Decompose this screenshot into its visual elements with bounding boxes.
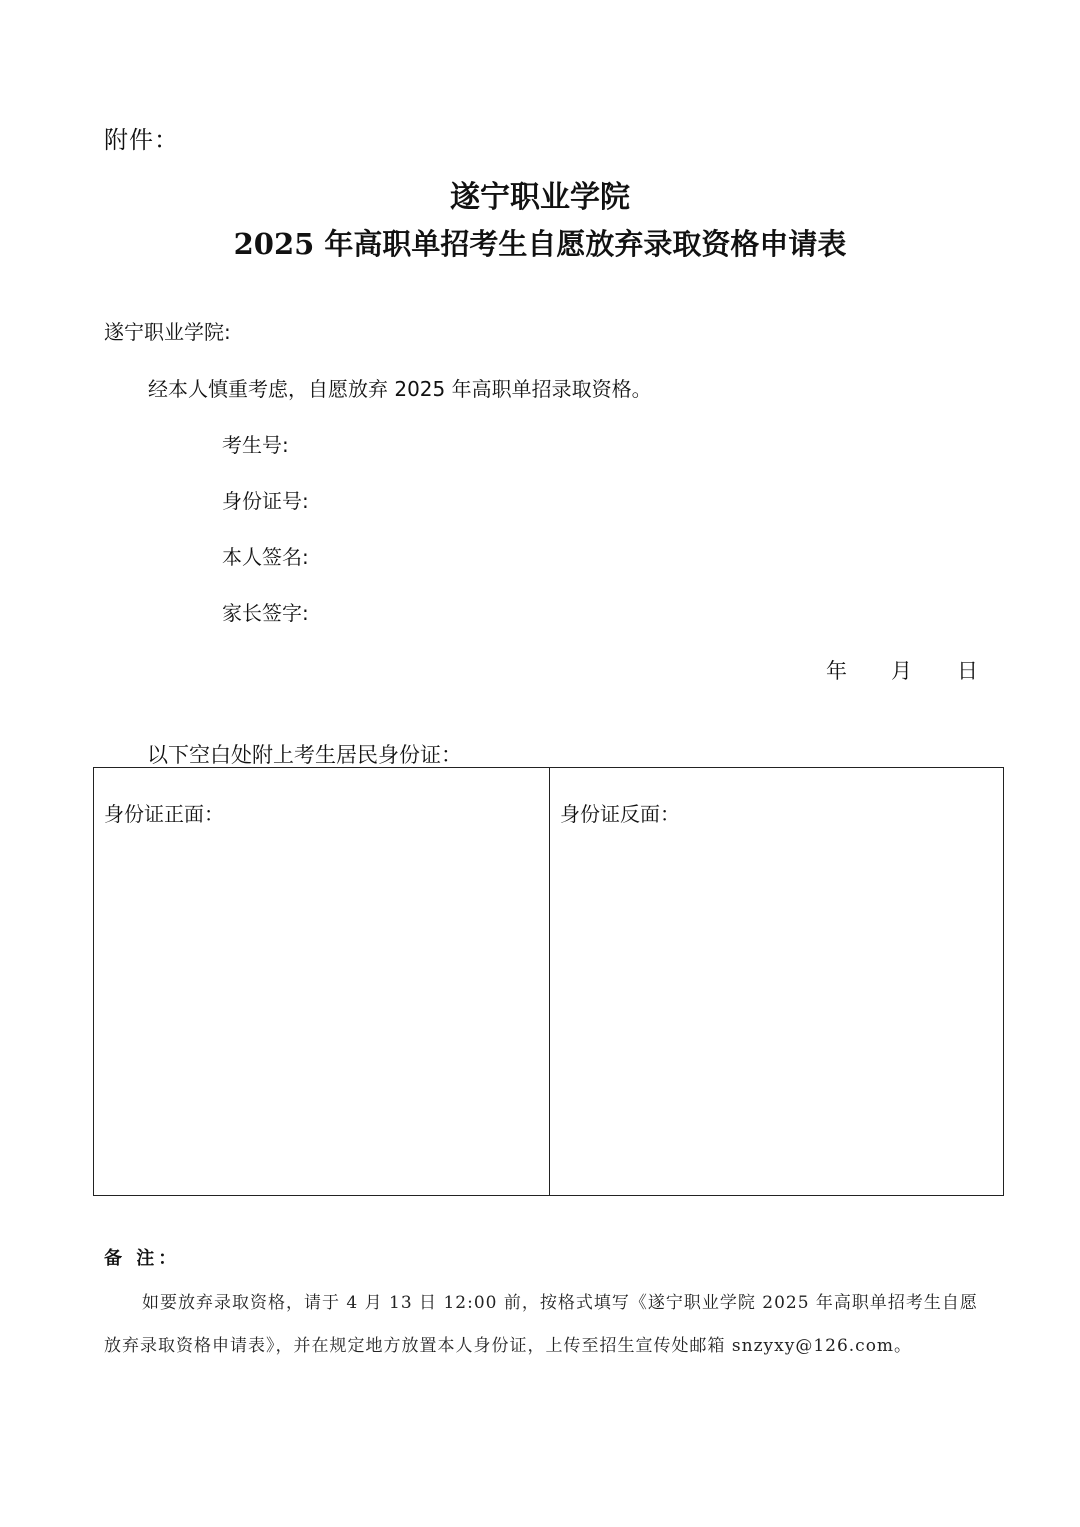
document-title-institution: 遂宁职业学院	[450, 180, 630, 215]
date-month-label: 月	[891, 659, 912, 683]
document-title-form: 2025 年高职单招考生自愿放弃录取资格申请表	[233, 227, 847, 261]
date-year-label: 年	[826, 659, 847, 683]
id-card-divider	[549, 768, 550, 1195]
id-card-front-label: 身份证正面：	[104, 802, 224, 826]
remarks-label: 备 注：	[104, 1248, 181, 1269]
remarks-text: 如要放弃录取资格，请于 4 月 13 日 12:00 前，按格式填写《遂宁职业学院 2025 年高职单招考生自愿放弃录取资格申请表》，并在规定地方放置本人身份证，上传至招生宣传处邮箱 snzyxy@126.com。	[104, 1293, 978, 1356]
letter-statement: 经本人慎重考虑，自愿放弃 2025 年高职单招录取资格。	[148, 377, 652, 401]
exam-number-label: 考生号:	[222, 433, 289, 457]
id-number-label: 身份证号:	[222, 489, 309, 513]
id-attach-instruction: 以下空白处附上考生居民身份证：	[147, 743, 462, 767]
applicant-signature-label: 本人签名:	[222, 545, 309, 569]
attachment-label: 附件：	[104, 126, 179, 154]
id-card-back-label: 身份证反面：	[560, 802, 680, 826]
parent-signature-label: 家长签字:	[222, 601, 309, 625]
date-day-label: 日	[957, 659, 978, 683]
id-card-table	[93, 767, 1004, 1196]
letter-addressee: 遂宁职业学院:	[104, 320, 231, 344]
